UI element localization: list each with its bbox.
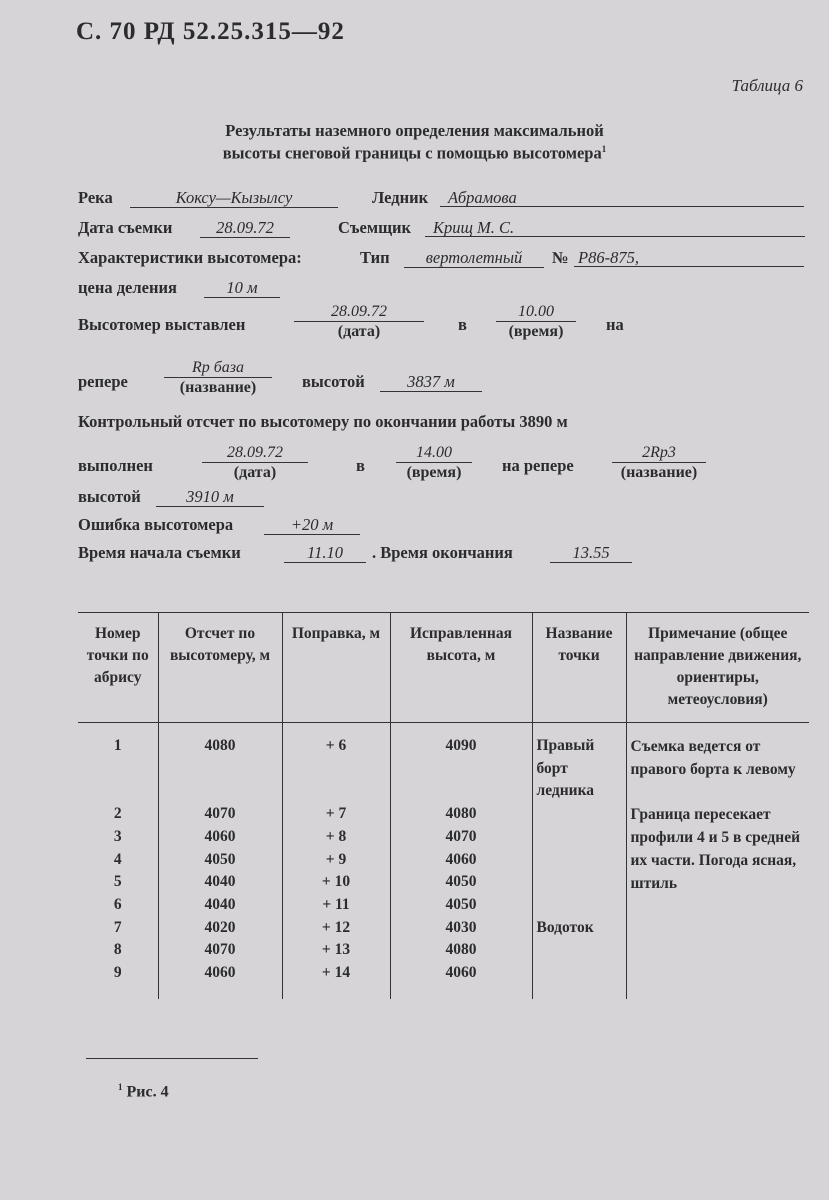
type-label: Тип [360, 248, 390, 267]
set-time-fraction [496, 302, 576, 342]
division-label: цена деления [78, 278, 177, 297]
done-time: 14.00 [396, 443, 472, 463]
benchmark-name: Rp база [164, 358, 272, 378]
col-header-note: Примечание (общее направление движения, ориентиры, метеоусловия) [626, 613, 809, 723]
set-time-caption: (время) [508, 323, 564, 340]
done-date-fraction [202, 443, 308, 483]
error-value: +20 м [264, 515, 360, 535]
table-label: Таблица 6 [731, 76, 803, 95]
page-header: С. 70 РД 52.25.315—92 [76, 18, 345, 45]
set-date-caption: (дата) [337, 323, 381, 340]
results-table [78, 612, 809, 999]
done-in-label: в [356, 456, 365, 475]
set-date-fraction [294, 302, 424, 342]
benchmark-fraction [164, 358, 272, 398]
end-label: . Время окончания [372, 543, 513, 562]
title-line-1: Результаты наземного определения максимальной [225, 121, 604, 140]
division-value: 10 м [204, 278, 280, 298]
footnote-divider [86, 1058, 258, 1059]
height-label: высотой [302, 372, 365, 391]
set-date: 28.09.72 [294, 302, 424, 322]
height2-label: высотой [78, 487, 141, 506]
col-header-point-name: Название точки [532, 613, 626, 723]
error-label: Ошибка высотомера [78, 515, 234, 534]
col-header-reading: Отсчет по высотомеру, м [158, 613, 282, 723]
date-label: Дата съемки [78, 218, 173, 237]
type-value: вертолетный [404, 248, 544, 268]
point-names [532, 723, 626, 999]
readings: 4080 4070 4060 4050 4040 4040 4020 4070 4060 [158, 723, 282, 999]
point-name-1: Правый борт ледника [536, 737, 595, 800]
title-footnote-mark: 1 [601, 144, 607, 154]
control-text: Контрольный отсчет по высотомеру по окончании работы 3890 м [78, 412, 568, 431]
glacier-label: Ледник [372, 188, 429, 207]
notes [626, 723, 809, 999]
set-time: 10.00 [496, 302, 576, 322]
on-benchmark-label: на репере [502, 456, 574, 475]
height-value: 3837 м [380, 372, 482, 392]
col-header-correction: Поправка, м [282, 613, 390, 723]
done-label: выполнен [78, 456, 153, 475]
done-date-caption: (дата) [233, 464, 277, 481]
start-value: 11.10 [284, 543, 366, 563]
benchmark-label: репере [78, 372, 128, 391]
note-2: Граница пересекает профили 4 и 5 в средней их части. Погода ясная, штиль [630, 806, 801, 892]
surveyor-value: Крищ М. С. [425, 218, 805, 237]
col-header-point-no: Номер точки по абрису [78, 613, 158, 723]
on-label: на [606, 315, 624, 334]
done-time-caption: (время) [406, 464, 462, 481]
set-label: Высотомер выставлен [78, 315, 246, 334]
note-1: Съемка ведется от правого борта к левому [630, 738, 796, 778]
corrections: + 6 + 7 + 8 + 9 + 10 + 11 + 12 + 13 + 14 [282, 723, 390, 999]
benchmark-caption: (название) [179, 379, 257, 396]
done-benchmark-caption: (название) [620, 464, 698, 481]
number-value: Р86-875, [574, 248, 804, 267]
start-label: Время начала съемки [78, 543, 241, 562]
end-value: 13.55 [550, 543, 632, 563]
river-label: Река [78, 188, 113, 207]
river-value: Коксу—Кызылсу [130, 188, 338, 208]
point-name-7: Водоток [536, 919, 594, 936]
col-header-corrected-height: Исправленная высота, м [390, 613, 532, 723]
point-numbers: 1 2 3 4 5 6 7 8 9 [113, 737, 122, 982]
footnote-text: Рис. 4 [126, 1083, 169, 1101]
done-date: 28.09.72 [202, 443, 308, 463]
altimeter-label: Характеристики высотомера: [78, 248, 302, 267]
done-benchmark: 2Rp3 [612, 443, 706, 463]
date-value: 28.09.72 [200, 218, 290, 238]
done-benchmark-fraction [612, 443, 706, 483]
title-line-2: высоты снеговой границы с помощью высотомера$^1$ [222, 143, 607, 163]
number-label: № [552, 248, 569, 267]
footnote-mark: 1 [118, 1082, 123, 1092]
in-label: в [458, 315, 467, 334]
surveyor-label: Съемщик [338, 218, 412, 237]
done-time-fraction [396, 443, 472, 483]
corrected-heights: 4090 4080 4070 4060 4050 4050 4030 4080 4060 [390, 723, 532, 999]
height2-value: 3910 м [156, 487, 264, 507]
footnote [118, 1082, 169, 1101]
glacier-value: Абрамова [440, 188, 804, 207]
